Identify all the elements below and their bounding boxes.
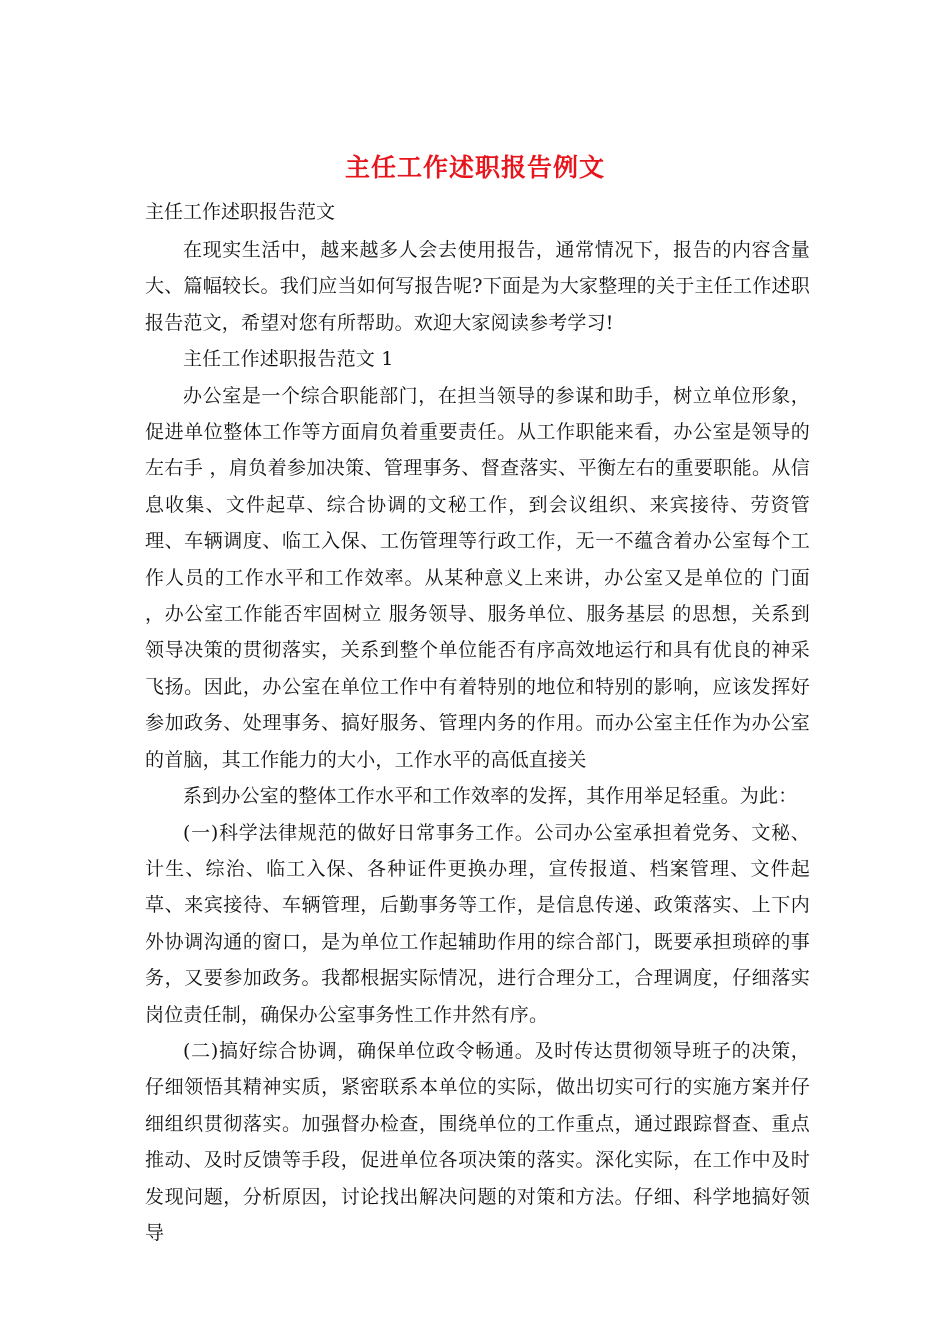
paragraph: (二)搞好综合协调，确保单位政令畅通。及时传达贯彻领导班子的决策，仔细领悟其精神实质，紧密联系本单位的实际，做出切实可行的实施方案并仔细组织贯彻落实。加强督办检查，围绕单位的工作重点，通过跟踪督查、重点推动、及时反馈等手段，促进单位各项决策的落实。深化实际，在工作中及时发现问题，分析原因，讨论找出解决问题的对策和方法。仔细、科学地搞好领导 xyxy=(145,1039,810,1244)
paragraph: 办公室是一个综合职能部门，在担当领导的参谋和助手，树立单位形象，促进单位整体工作等方面肩负着重要责任。从工作职能来看，办公室是领导的 左右手 ，肩负着参加决策、管理事务、督查落实、平衡左右的重要职能。从信息收集、文件起草、综合协调的文秘工作，到会议组织、来宾接待、劳资管理、车辆调度、临工入保、工伤管理等行政工作，无一不蕴含着办公室每个工作人员的工作水平和工作效率。从某种意义上来讲，办公室又是单位的 门面 ，办公室工作能否牢固树立 服务领导、服务单位、服务基层 的思想，关系到领导决策的贯彻落实，关系到整个单位能否有序高效地运行和具有优良的神采飞扬。因此，办公室在单位工作中有着特别的地位和特别的影响，应该发挥好参加政务、处理事务、搞好服务、管理内务的作用。而办公室主任作为办公室的首脑，其工作能力的大小，工作水平的高低直接关 xyxy=(145,384,810,771)
document-subtitle: 主任工作述职报告范文 xyxy=(145,201,336,223)
paragraph: (一)科学法律规范的做好日常事务工作。公司办公室承担着党务、文秘、计生、综治、临工入保、各种证件更换办理，宣传报道、档案管理、文件起草、来宾接待、车辆管理，后勤事务等工作，是信息传递、政策落实、上下内外协调沟通的窗口，是为单位工作起辅助作用的综合部门，既要承担琐碎的事务，又要参加政务。我都根据实际情况，进行合理分工，合理调度，仔细落实岗位责任制，确保办公室事务性工作井然有序。 xyxy=(145,821,810,1026)
section-heading: 主任工作述职报告范文 1 xyxy=(183,348,394,371)
paragraph: 在现实生活中，越来越多人会去使用报告，通常情况下，报告的内容含量大、篇幅较长。我们应当如何写报告呢?下面是为大家整理的关于主任工作述职报告范文，希望对您有所帮助。欢迎大家阅读参考学习! xyxy=(145,239,810,334)
paragraph: 系到办公室的整体工作水平和工作效率的发挥，其作用举足轻重。为此： xyxy=(183,785,798,808)
document-body xyxy=(145,232,810,1251)
document-title: 主任工作述职报告例文 xyxy=(344,153,605,182)
